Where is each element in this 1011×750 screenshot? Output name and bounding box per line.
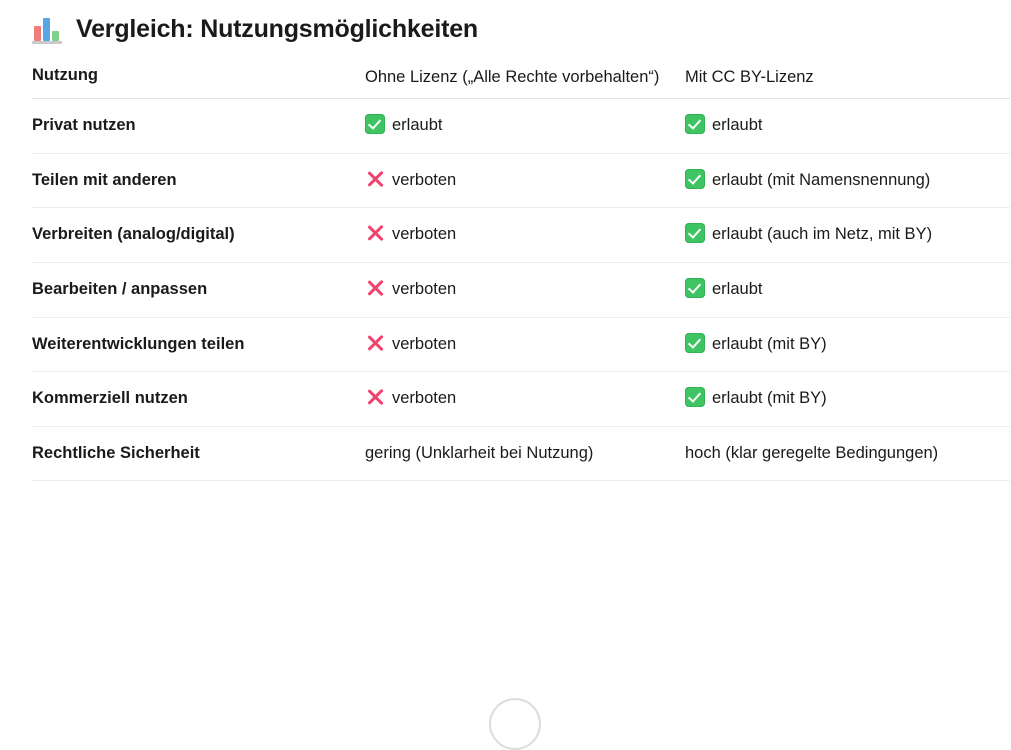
cell-text: verboten — [392, 279, 457, 298]
row-label: Rechtliche Sicherheit — [32, 426, 365, 481]
check-icon — [685, 278, 705, 298]
cell-no-license — [365, 153, 685, 208]
page-bottom-artifact — [489, 698, 541, 750]
cross-icon — [365, 387, 385, 407]
page-title-text: Vergleich: Nutzungsmöglichkeiten — [76, 14, 478, 43]
column-header-no-license: Ohne Lizenz („Alle Rechte vorbehalten“) — [365, 64, 685, 99]
cell-no-license — [365, 317, 685, 372]
cross-icon — [365, 333, 385, 353]
cell-text: verboten — [392, 170, 457, 189]
table-row — [32, 372, 1010, 427]
cross-icon — [365, 169, 385, 189]
cell-cc-by — [685, 317, 1010, 372]
bar-chart-icon — [32, 14, 62, 44]
comparison-table — [32, 64, 1010, 481]
cell-cc-by — [685, 426, 1010, 481]
cross-icon — [365, 278, 385, 298]
row-label: Weiterentwicklungen teilen — [32, 317, 365, 372]
table-row — [32, 317, 1010, 372]
check-icon — [685, 333, 705, 353]
cross-icon — [365, 223, 385, 243]
cell-no-license — [365, 99, 685, 154]
table-row — [32, 208, 1010, 263]
cell-cc-by — [685, 262, 1010, 317]
table-row — [32, 153, 1010, 208]
cell-text: erlaubt (mit BY) — [712, 334, 827, 353]
row-label: Privat nutzen — [32, 99, 365, 154]
cell-no-license — [365, 262, 685, 317]
column-header-usage: Nutzung — [32, 64, 365, 99]
row-label: Teilen mit anderen — [32, 153, 365, 208]
cell-text: erlaubt (auch im Netz, mit BY) — [712, 225, 933, 244]
page-title — [0, 0, 1011, 52]
cell-text: erlaubt — [712, 116, 763, 135]
cell-cc-by — [685, 208, 1010, 263]
table-row — [32, 426, 1010, 481]
cell-cc-by — [685, 153, 1010, 208]
cell-text: erlaubt (mit Namensnennung) — [712, 170, 931, 189]
check-icon — [685, 387, 705, 407]
cell-text: erlaubt — [392, 116, 443, 135]
cell-no-license — [365, 208, 685, 263]
cell-text: verboten — [392, 334, 457, 353]
row-label: Kommerziell nutzen — [32, 372, 365, 427]
cell-cc-by — [685, 372, 1010, 427]
check-icon — [365, 114, 385, 134]
cell-no-license — [365, 426, 685, 481]
cell-text: erlaubt — [712, 279, 763, 298]
cell-text: erlaubt (mit BY) — [712, 389, 827, 408]
cell-cc-by — [685, 99, 1010, 154]
check-icon — [685, 223, 705, 243]
check-icon — [685, 169, 705, 189]
row-label: Bearbeiten / anpassen — [32, 262, 365, 317]
cell-text: verboten — [392, 389, 457, 408]
table-header-row — [32, 64, 1010, 99]
cell-text: verboten — [392, 225, 457, 244]
row-label: Verbreiten (analog/digital) — [32, 208, 365, 263]
column-header-cc-by: Mit CC BY-Lizenz — [685, 64, 1010, 99]
cell-text: hoch (klar geregelte Bedingungen) — [685, 443, 939, 462]
check-icon — [685, 114, 705, 134]
cell-no-license — [365, 372, 685, 427]
cell-text: gering (Unklarheit bei Nutzung) — [365, 443, 594, 462]
table-row — [32, 99, 1010, 154]
table-body — [32, 99, 1010, 481]
table-row — [32, 262, 1010, 317]
